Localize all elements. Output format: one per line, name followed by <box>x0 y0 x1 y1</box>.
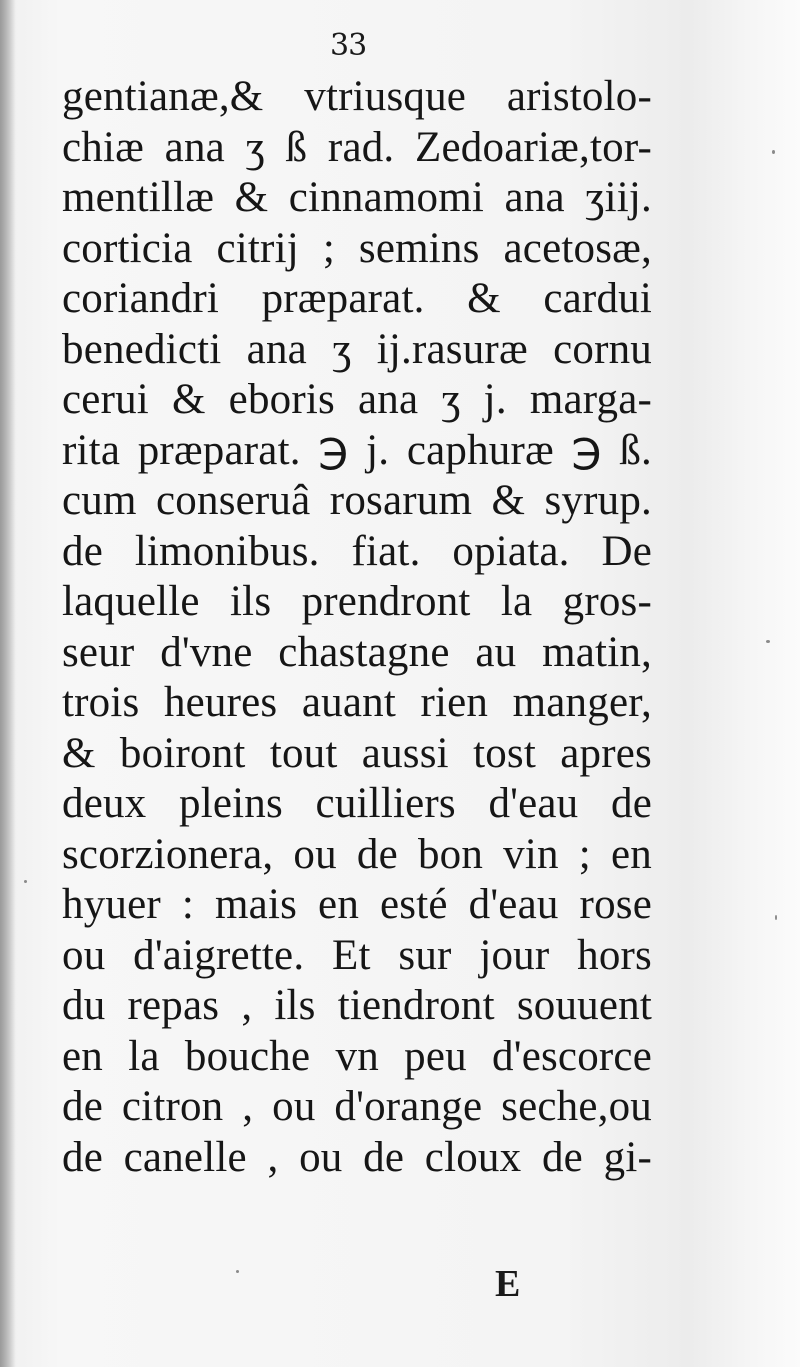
text-line: coriandri præparat. & cardui <box>62 275 652 322</box>
text-line: de limonibus. fiat. opiata. De <box>62 527 652 575</box>
text-line: rita præparat. ℈ j. caphuræ ℈ ß. <box>62 426 652 474</box>
text-line: cum conseruâ rosarum & syrup. <box>62 477 652 524</box>
text-line: chiæ ana ʒ ß rad. Zedoariæ,tor- <box>62 123 652 171</box>
text-line: benedicti ana ʒ ij.rasuræ cornu <box>62 325 652 373</box>
paper-speck <box>236 1270 239 1273</box>
text-line: mentillæ & cinnamomi ana ʒiij. <box>62 174 652 221</box>
text-line: cerui & eboris ana ʒ j. marga- <box>62 376 652 423</box>
signature-mark: E <box>495 1263 521 1305</box>
text-line: scorzionera, ou de bon vin ; en <box>62 830 652 878</box>
text-line: hyuer : mais en esté d'eau rose <box>62 881 652 928</box>
text-line: laquelle ils prendront la gros- <box>62 578 652 625</box>
text-line: seur d'vne chastagne au matin, <box>62 628 652 676</box>
paper-speck <box>775 915 777 920</box>
text-line: deux pleins cuilliers d'eau de <box>62 780 652 827</box>
paper-speck <box>766 640 770 643</box>
text-line: ou d'aigrette. Et sur jour hors <box>62 931 652 979</box>
text-line: de canelle , ou de cloux de gi- <box>62 1133 652 1181</box>
text-line: gentianæ,& vtriusque aristolo- <box>62 73 652 120</box>
text-line: corticia citrij ; semins acetosæ, <box>62 224 652 272</box>
text-line: de citron , ou d'orange seche,ou <box>62 1083 652 1130</box>
body-text <box>62 72 652 1183</box>
page-gutter-shadow <box>0 0 16 1367</box>
paper-speck <box>772 150 775 154</box>
page-number: 33 <box>330 28 367 63</box>
text-line: en la bouche vn peu d'escorce <box>62 1032 652 1080</box>
paper-speck <box>24 880 27 883</box>
text-line: & boiront tout aussi tost apres <box>62 729 652 777</box>
text-line: trois heures auant rien manger, <box>62 679 652 726</box>
text-line: du repas , ils tiendront souuent <box>62 982 652 1029</box>
